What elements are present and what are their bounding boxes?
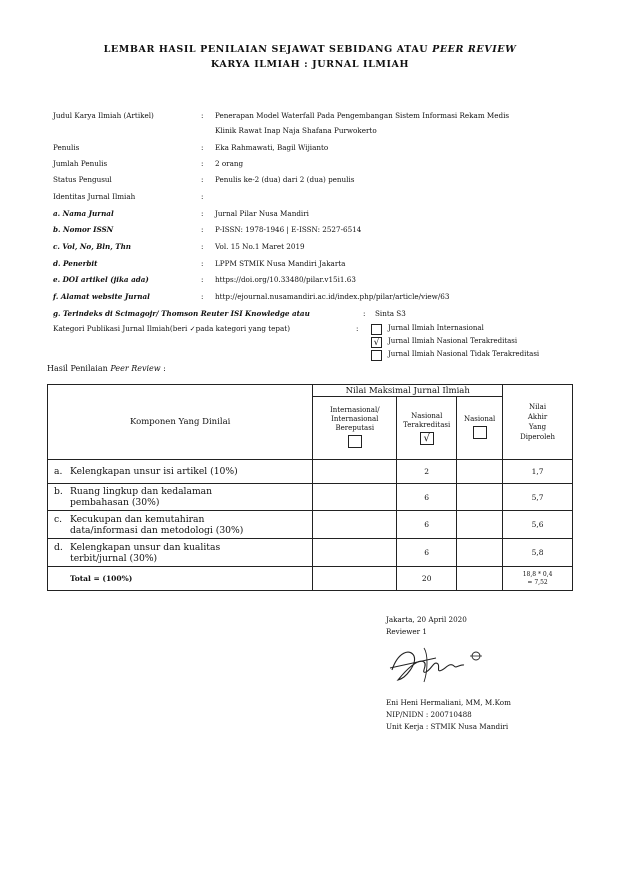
row-akhir: 1,7 [503,460,573,484]
total-max: 20 [397,567,457,591]
results-title: Hasil Penilaian Peer Review : [47,364,166,373]
signature-place-date: Jakarta, 20 April 2020 [386,615,467,624]
signature-name: Eni Heni Hermaliani, MM, M.Kom [386,698,511,707]
category-checkbox-nasional-tidak-terakreditasi[interactable] [371,350,382,361]
row-akhir: 5,7 [503,484,573,511]
document-title-line1: LEMBAR HASIL PENILAIAN SEJAWAT SEBIDANG ATAU PEER REVIEW [103,44,517,55]
row-akhir: 5,6 [503,511,573,539]
row-akhir: 5,8 [503,539,573,567]
category-option-internasional: Jurnal Ilmiah Internasional [388,324,484,332]
signature-role: Reviewer 1 [386,627,427,636]
nasional-checkbox[interactable] [473,426,487,439]
category-checkbox-nasional-terakreditasi[interactable] [371,337,382,348]
table-row [48,484,573,511]
assessment-table [47,384,573,591]
row-max: 6 [397,539,457,567]
row-component: c. Kecukupan dan kemutahiran data/informasi dan metodologi (30%) [48,511,313,539]
category-option-nasional-terakreditasi: Jurnal Ilmiah Nasional Terakreditasi [388,337,518,345]
row-component: b. Ruang lingkup dan kedalaman pembahasan (30%) [48,484,313,511]
komponen-header: Komponen Yang Dinilai [48,385,313,460]
col-internasional: Internasional/ Internasional Bereputasi [313,397,397,460]
table-row [48,511,573,539]
signature-nip: NIP/NIDN : 200710488 [386,710,472,719]
table-row [48,460,573,484]
table-row [48,539,573,567]
document-title-line2: KARYA ILMIAH : JURNAL ILMIAH [210,59,410,70]
row-max: 2 [397,460,457,484]
row-max: 6 [397,484,457,511]
check-icon: √ [373,338,380,348]
nilai-akhir-header: Nilai Akhir Yang Diperoleh [503,385,573,460]
nilai-maks-header: Nilai Maksimal Jurnal Ilmiah [313,385,503,397]
handwritten-signature-icon [384,640,494,685]
signature-unit: Unit Kerja : STMIK Nusa Mandiri [386,722,509,731]
check-icon: √ [423,432,430,444]
col-nasional: Nasional [457,397,503,460]
total-label: Total = (100%) [48,567,313,591]
table-total-row [48,567,573,591]
total-akhir: 18,8 * 0,4 = 7,52 [503,567,573,591]
internasional-checkbox[interactable] [348,435,362,448]
nasional-terakreditasi-checkbox[interactable] [420,432,434,445]
row-component: a. Kelengkapan unsur isi artikel (10%) [48,460,313,484]
category-option-nasional-tidak-terakreditasi: Jurnal Ilmiah Nasional Tidak Terakreditasi [388,350,540,358]
row-max: 6 [397,511,457,539]
category-checkbox-internasional[interactable] [371,324,382,335]
row-component: d. Kelengkapan unsur dan kualitas terbit/jurnal (30%) [48,539,313,567]
col-nasional-terakreditasi: Nasional Terakreditasi √ [397,397,457,460]
